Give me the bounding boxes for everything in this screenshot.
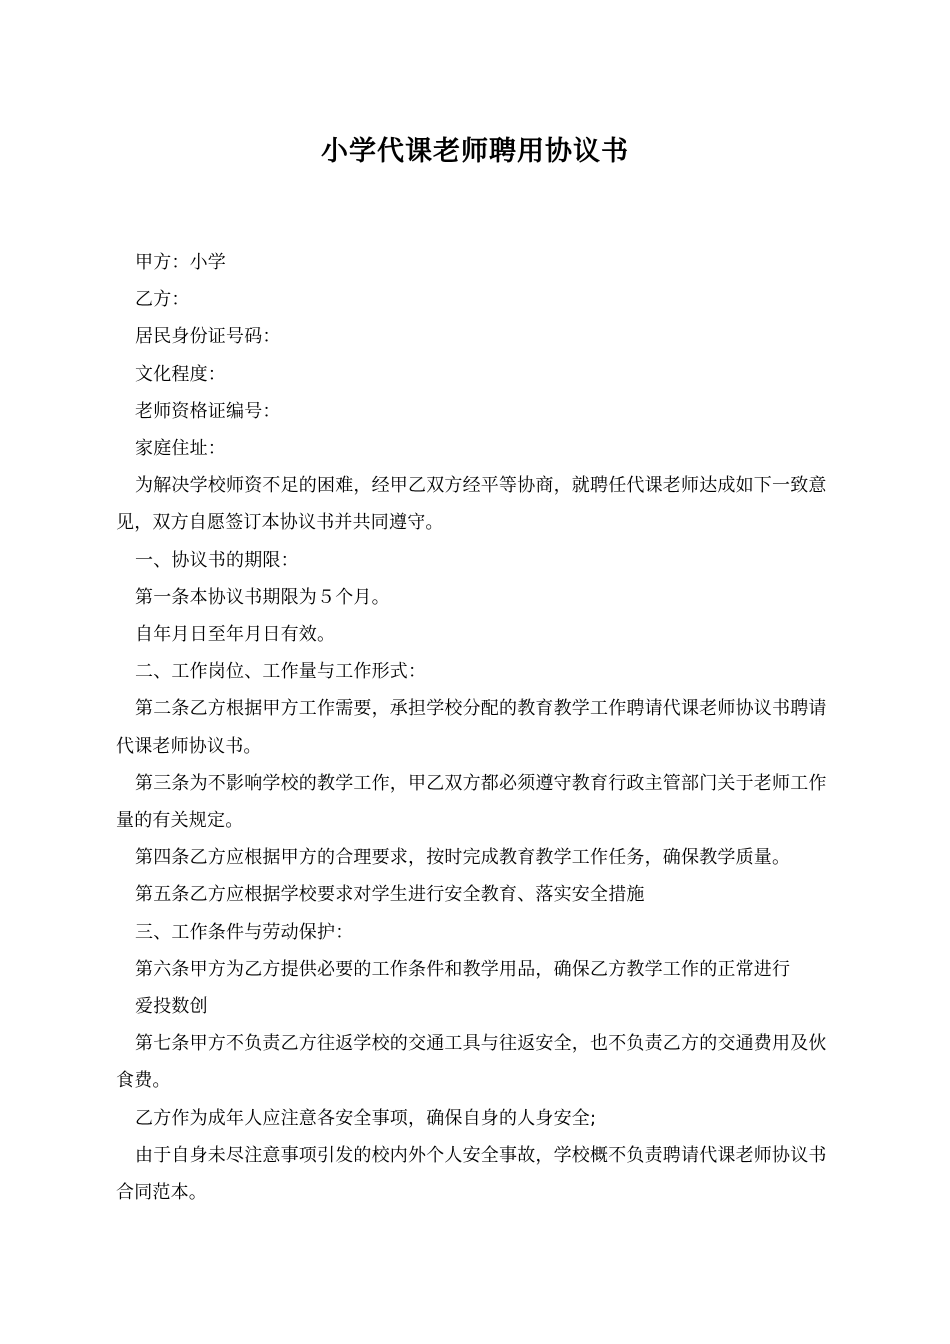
- section-heading-term: 一、协议书的期限：: [135, 549, 299, 571]
- teacher-cert-line: 老师资格证编号：: [135, 400, 281, 422]
- section-heading-conditions: 三、工作条件与劳动保护：: [135, 921, 354, 943]
- id-number-line: 居民身份证号码：: [135, 326, 281, 348]
- article-2: 第二条乙方根据甲方工作需要，承担学校分配的教育教学工作聘请代课老师协议书聘请代课老师协议书。: [116, 698, 827, 757]
- section-heading-position: 二、工作岗位、工作量与工作形式：: [135, 661, 427, 683]
- article-3: 第三条为不影响学校的教学工作，甲乙双方都必须遵守教育行政主管部门关于老师工作量的有关规定。: [116, 772, 827, 832]
- validity-period-line: 自年月日至年月日有效。: [135, 624, 336, 646]
- party-a-line: 甲方：小学: [135, 252, 226, 273]
- preamble-paragraph: 为解决学校师资不足的困难，经甲乙双方经平等协商，就聘任代课老师达成如下一致意见，双方自愿签订本协议书并共同遵守。: [116, 475, 827, 534]
- liability-paragraph: 由于自身未尽注意事项引发的校内外个人安全事故，学校概不负责聘请代课老师协议书合同范本。: [116, 1144, 827, 1204]
- article-1: 第一条本协议书期限为５个月。: [135, 586, 390, 608]
- stray-text-line: 爱投数创: [135, 996, 208, 1018]
- safety-note-line: 乙方作为成年人应注意各安全事项，确保自身的人身安全;: [135, 1107, 597, 1129]
- article-7: 第七条甲方不负责乙方往返学校的交通工具与往返安全，也不负责乙方的交通费用及伙食费。: [116, 1033, 827, 1092]
- education-line: 文化程度：: [135, 363, 226, 385]
- party-b-line: 乙方：: [135, 289, 190, 311]
- article-6: 第六条甲方为乙方提供必要的工作条件和教学用品，确保乙方教学工作的正常进行: [135, 958, 791, 980]
- article-4: 第四条乙方应根据甲方的合理要求，按时完成教育教学工作任务，确保教学质量。: [135, 847, 791, 869]
- article-5: 第五条乙方应根据学校要求对学生进行安全教育、落实安全措施: [135, 884, 645, 906]
- home-address-line: 家庭住址：: [135, 438, 226, 460]
- document-title: 小学代课老师聘用协议书: [321, 136, 629, 167]
- document-body: [116, 244, 836, 1211]
